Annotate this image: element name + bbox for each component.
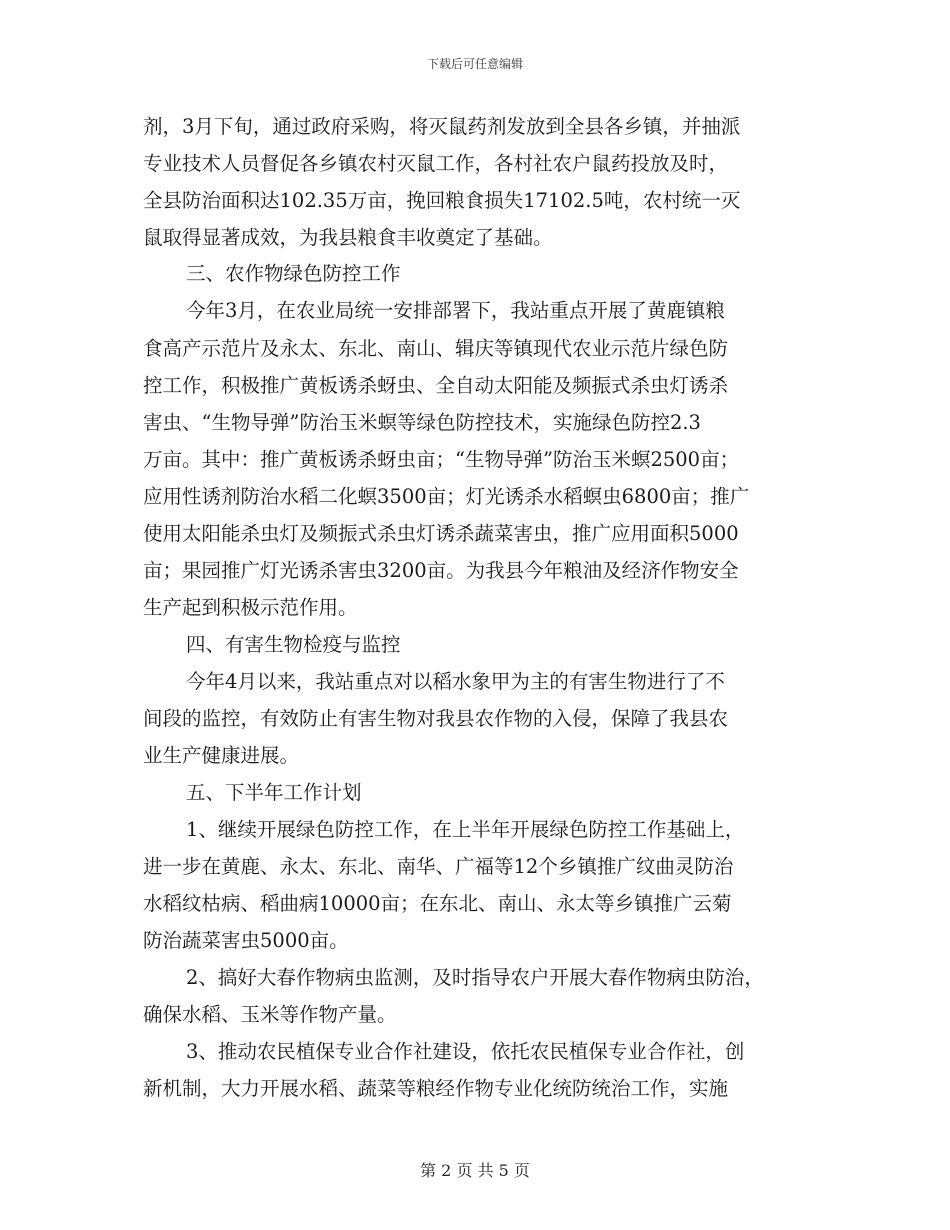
section-heading: 四、有害生物检疫与监控 [186,633,401,656]
body-line: 专业技术人员督促各乡镇农村灭鼠工作，各村社农户鼠药投放及时， [143,152,729,175]
body-line: 亩；果园推广灯光诱杀害虫3200亩。为我县今年粮油及经济作物安全 [143,559,739,582]
page-header: 下载后可任意编辑 [426,57,523,71]
body-line: 3、推动农民植保专业合作社建设，依托农民植保专业合作社，创 [186,1040,745,1063]
body-line: 应用性诱剂防治水稻二化螟3500亩；灯光诱杀水稻螟虫6800亩；推广 [143,485,750,508]
body-line: 防治蔬菜害虫5000亩。 [143,929,349,952]
page-number: 第 2 页 共 5 页 [420,1161,530,1180]
body-line: 间段的监控，有效防止有害生物对我县农作物的入侵，保障了我县农 [143,707,729,730]
body-line: 新机制，大力开展水稻、蔬菜等粮经作物专业化统防统治工作，实施 [143,1077,729,1100]
body-line: 控工作，积极推广黄板诱杀蚜虫、全自动太阳能及频振式杀虫灯诱杀 [143,374,729,397]
body-line: 生产起到积极示范作用。 [143,596,358,619]
body-line: 鼠取得显著成效，为我县粮食丰收奠定了基础。 [143,226,553,249]
body-line: 剂，3月下旬，通过政府采购，将灭鼠药剂发放到全县各乡镇，并抽派 [143,115,741,138]
body-line: 害虫、“生物导弹”防治玉米螟等绿色防控技术，实施绿色防控2.3 [143,411,701,434]
body-line: 万亩。其中：推广黄板诱杀蚜虫亩；“生物导弹”防治玉米螟2500亩； [143,448,740,471]
body-line: 使用太阳能杀虫灯及频振式杀虫灯诱杀蔬菜害虫，推广应用面积5000 [143,522,739,545]
body-line: 进一步在黄鹿、永太、东北、南华、广福等12个乡镇推广纹曲灵防治 [143,855,734,878]
body-line: 2、搞好大春作物病虫监测，及时指导农户开展大春作物病虫防治， [186,966,764,989]
body-line: 今年4月以来，我站重点对以稻水象甲为主的有害生物进行了不 [186,670,725,693]
body-line: 1、继续开展绿色防控工作，在上半年开展绿色防控工作基础上， [186,818,745,841]
body-line: 食高产示范片及永太、东北、南山、辑庆等镇现代农业示范片绿色防 [143,337,729,360]
body-line: 全县防治面积达102.35万亩，挽回粮食损失17102.5吨，农村统一灭 [143,189,741,212]
section-heading: 五、下半年工作计划 [186,781,362,804]
body-line: 水稻纹枯病、稻曲病10000亩；在东北、南山、永太等乡镇推广云菊 [143,892,732,915]
body-line: 今年3月，在农业局统一安排部署下，我站重点开展了黄鹿镇粮 [186,299,725,322]
body-line: 确保水稻、玉米等作物产量。 [143,1003,397,1026]
body-line: 业生产健康进展。 [143,744,300,767]
section-heading: 三、农作物绿色防控工作 [186,262,401,285]
